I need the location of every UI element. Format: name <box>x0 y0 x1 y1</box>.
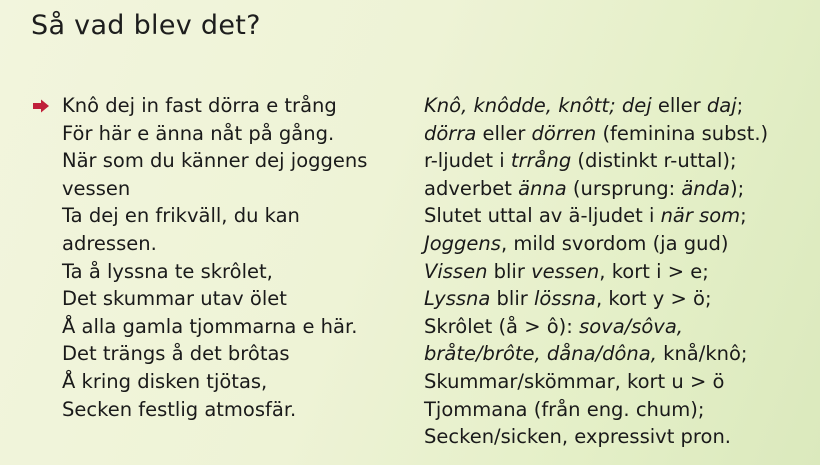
note-segment: (feminina subst.) <box>596 121 769 145</box>
bullet-arrow-shape <box>33 100 49 113</box>
note-italic-segment: bråte/brôte, dåna/dôna, <box>424 342 657 366</box>
note-segment: (ursprung: <box>566 176 682 200</box>
note-segment: , kort y > ö; <box>595 287 712 311</box>
note-line <box>424 396 768 424</box>
note-segment: , mild svordom (ja gud) <box>500 231 729 255</box>
note-italic-segment: lössna <box>533 287 596 311</box>
note-italic-segment: dörren <box>531 121 597 145</box>
notes-column <box>424 92 768 451</box>
slide-title: Så vad blev det? <box>31 10 261 41</box>
note-segment: blir <box>487 259 532 283</box>
note-segment: (distinkt r-uttal); <box>571 149 737 173</box>
lyric-line: Det skummar utav ölet <box>62 287 287 311</box>
lyric-line: Knô dej in fast dörra e trång <box>62 94 337 117</box>
note-segment: adverbet <box>424 176 519 200</box>
note-italic-segment: Knô, knôdde, knôtt; dej <box>424 94 652 117</box>
note-line <box>424 120 768 148</box>
note-italic-segment: änna <box>518 176 567 200</box>
note-italic-segment: dörra <box>424 121 477 145</box>
note-segment: eller <box>651 94 707 117</box>
note-segment: ; <box>736 94 744 117</box>
note-line <box>424 340 768 368</box>
note-segment: Slutet uttal av ä-ljudet i <box>424 204 661 228</box>
note-segment: ; <box>740 204 747 228</box>
lyric-line: vessen <box>62 176 131 200</box>
note-line <box>424 202 768 230</box>
note-italic-segment: Joggens <box>424 231 501 255</box>
note-italic-segment: daj <box>706 94 737 117</box>
note-segment: Skummar/skömmar, kort u > ö <box>424 369 725 393</box>
note-italic-segment: Vissen <box>424 259 488 283</box>
note-segment: Secken/sicken, expressivt pron. <box>424 425 732 449</box>
note-segment: Skrôlet (å > ô): <box>424 314 580 338</box>
note-line <box>424 258 768 286</box>
note-line <box>424 313 768 341</box>
note-italic-segment: när som <box>660 204 741 228</box>
lyrics-column <box>62 92 367 423</box>
right-arrow-bullet-icon <box>32 98 50 112</box>
note-line <box>424 175 768 203</box>
note-italic-segment: vessen <box>531 259 600 283</box>
note-line <box>424 230 768 258</box>
lyric-line: Ta å lyssna te skrôlet, <box>62 259 273 283</box>
note-line <box>424 423 768 451</box>
note-italic-segment: trrång <box>510 149 572 173</box>
lyric-line: adressen. <box>62 231 157 255</box>
note-segment: Tjommana (från eng. chum); <box>424 397 705 421</box>
note-segment: , kort i > e; <box>599 259 709 283</box>
note-line <box>424 368 768 396</box>
lyric-line: För här e änna nåt på gång. <box>62 121 335 145</box>
lyric-line: Ta dej en frikväll, du kan <box>62 204 300 228</box>
lyric-line: Secken festlig atmosfär. <box>62 397 297 421</box>
note-line <box>424 92 768 120</box>
note-italic-segment: ända <box>681 176 730 200</box>
lyric-line: När som du känner dej joggens <box>62 149 368 173</box>
note-segment: eller <box>476 121 532 145</box>
note-segment: r-ljudet i <box>424 149 511 173</box>
lyric-line: Det trängs å det brôtas <box>62 342 290 366</box>
lyric-line: Å kring disken tjötas, <box>62 369 268 393</box>
lyric-line: Å alla gamla tjommarna e här. <box>62 314 358 338</box>
note-line <box>424 285 768 313</box>
note-segment: knå/knô; <box>656 342 748 366</box>
note-italic-segment: sova/sôva, <box>579 314 683 338</box>
note-line <box>424 147 768 175</box>
note-segment: blir <box>490 287 534 311</box>
note-segment: ); <box>729 176 745 200</box>
note-italic-segment: Lyssna <box>424 287 491 311</box>
